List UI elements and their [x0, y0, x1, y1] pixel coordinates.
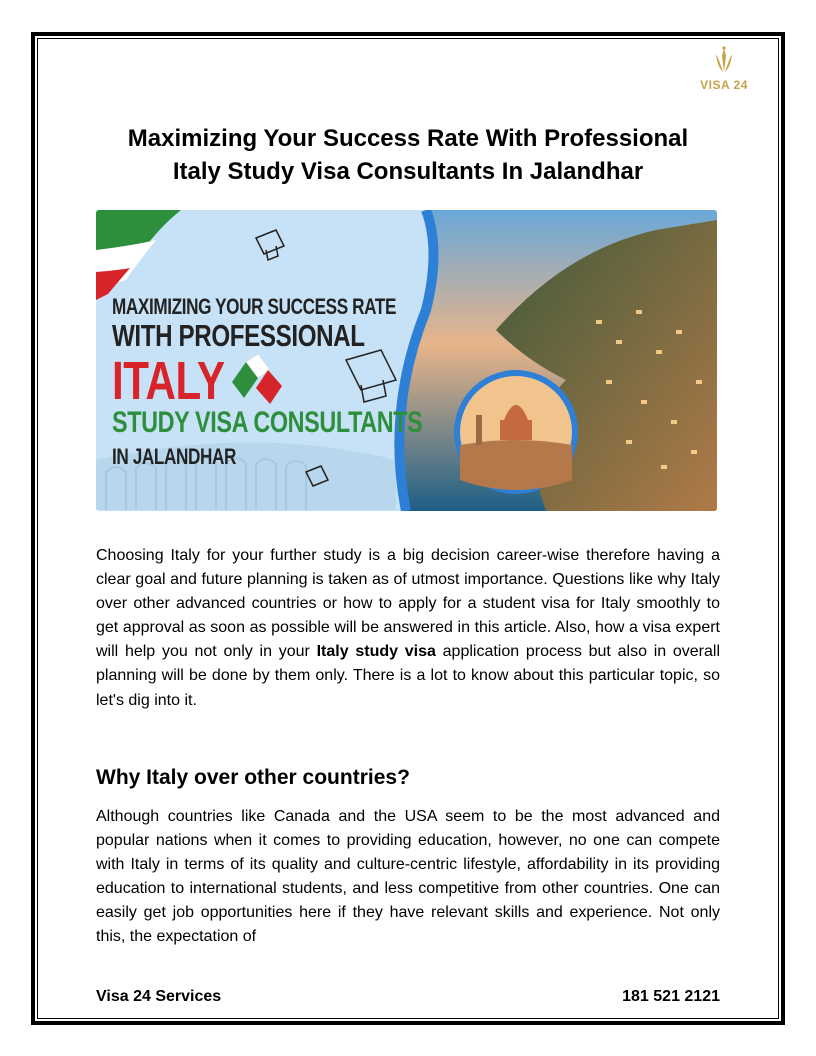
banner-line-1-bold: SUCCESS RATE: [267, 294, 397, 319]
intro-paragraph: [96, 544, 720, 713]
banner-line-3: ITALY: [112, 351, 225, 411]
banner-line-1: [112, 294, 396, 320]
intro-text-2: application process but also in overall planning will be done by them only. There is a lot to know about this particular topic, so let's dig into it.: [96, 643, 721, 709]
section-paragraph: Although countries like Canada and the USA seem to be the most advanced and popular nations when it comes to providing education, however, no one can compete with Italy in terms of its quality and culture-centric lifestyle, affordability in its providing education to international students, and less competitive from other countries. One can easily get job opportunities here if they have relevant skills and experience. Not only this, the expectation of: [96, 808, 720, 946]
banner-line-5: IN JALANDHAR: [112, 444, 237, 469]
crown-logo-icon: [712, 46, 736, 76]
banner-line-1-normal: MAXIMIZING YOUR: [112, 294, 268, 319]
banner-line-2: WITH PROFESSIONAL: [112, 318, 365, 353]
footer-phone: 181 521 2121: [622, 988, 720, 1005]
section-heading: Why Italy over other countries?: [96, 766, 410, 789]
title-line-2: Italy Study Visa Consultants In Jalandhar: [172, 158, 644, 185]
visa24-logo: [694, 46, 754, 94]
banner-line-4: STUDY VISA CONSULTANTS: [112, 406, 423, 439]
intro-text-1: Choosing Italy for your further study is a big decision career-wise therefore having a clear goal and future planning is taken as of utmost importance. Questions like why Italy over other advanced countries or how to apply for a student visa for Italy smoothly to get approval as soon as possible will be answered in this article. Also, how a visa expert will help you not only in your: [96, 547, 720, 661]
footer-company: Visa 24 Services: [96, 988, 222, 1005]
logo-text: VISA 24: [700, 78, 748, 92]
title-line-1: Maximizing Your Success Rate With Professional: [127, 125, 689, 152]
hero-banner: [96, 210, 717, 511]
intro-keyword: Italy study visa: [316, 643, 436, 661]
page-title: [96, 122, 720, 188]
